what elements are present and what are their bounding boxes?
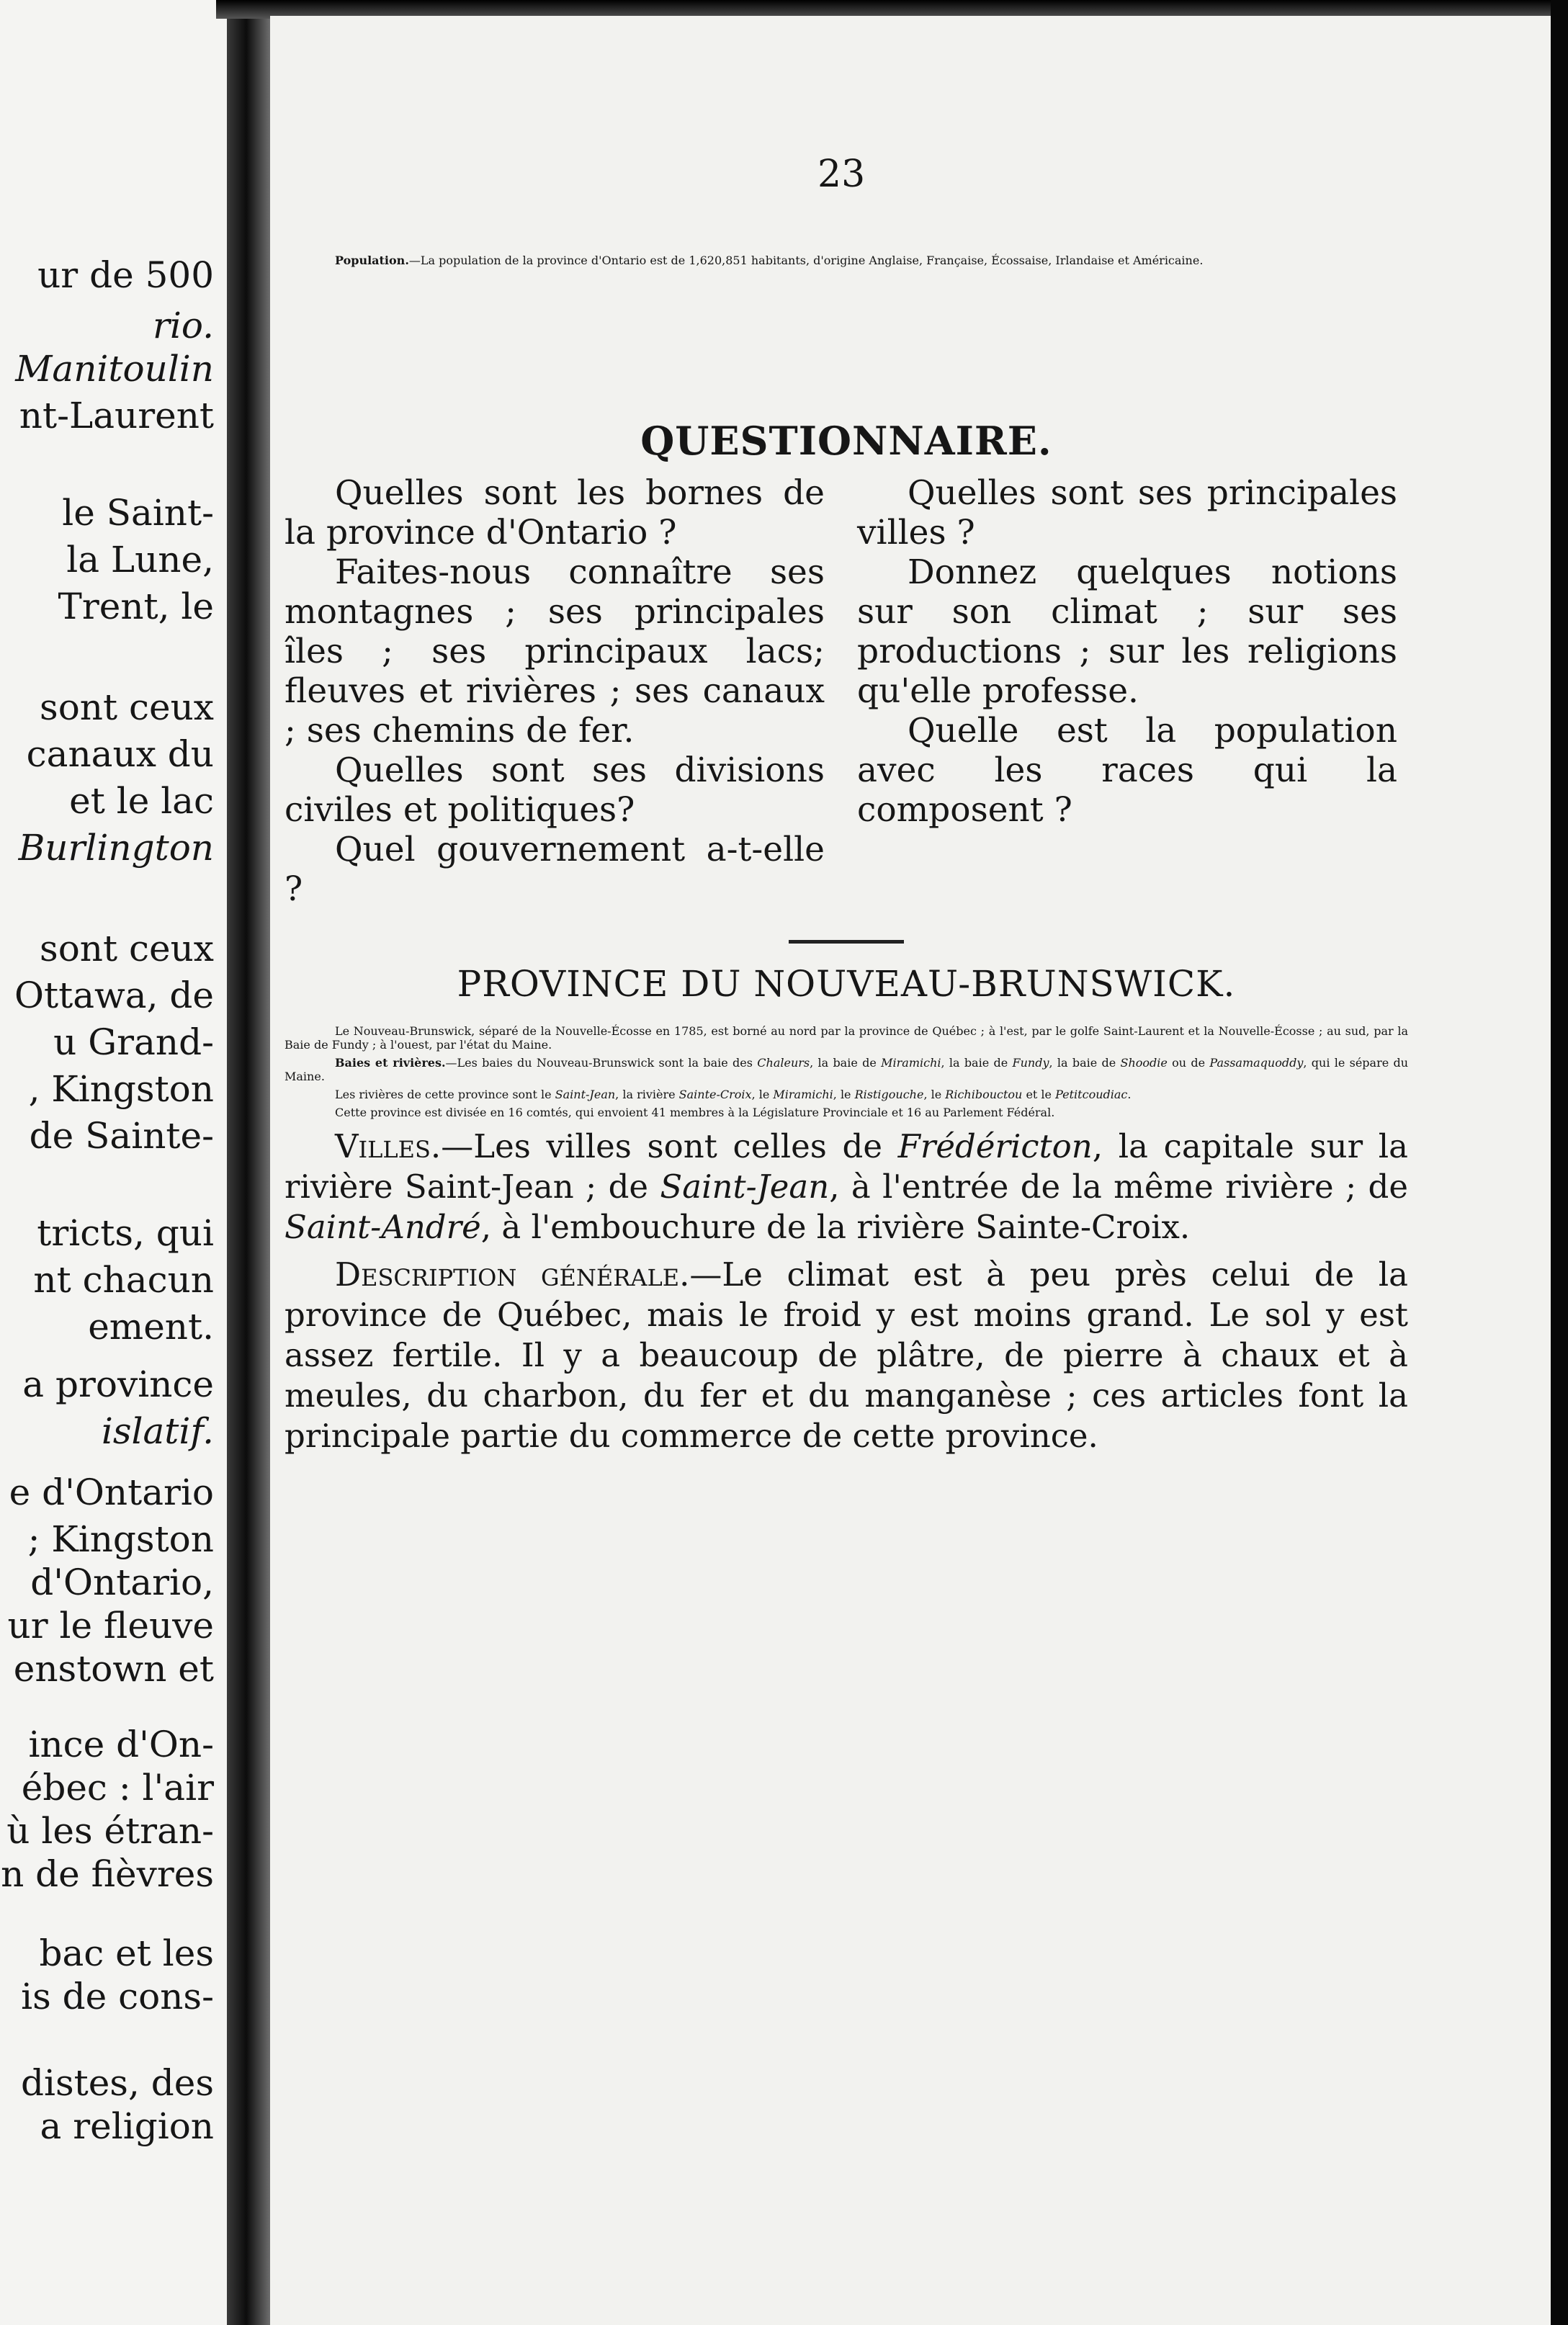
left-page-line: , Kingston	[28, 1068, 214, 1110]
population-paragraph	[285, 254, 1408, 267]
left-page-line: nt-Laurent	[19, 395, 214, 436]
left-page-line: is de cons-	[21, 1976, 214, 2017]
left-page-line: ement.	[88, 1306, 214, 1348]
left-page-line: Ottawa, de	[14, 975, 214, 1016]
left-page-line: le Saint-	[62, 492, 214, 534]
population-text: —La population de la province d'Ontario est de 1,620,851 habitants, d'origine Anglaise, Française, Écossaise, Irlandaise et Américaine.	[408, 254, 1204, 267]
left-page-line: Trent, le	[58, 586, 214, 627]
questionnaire-right-column	[857, 473, 1397, 830]
left-page-line: d'Ontario,	[30, 1562, 214, 1603]
question: Donnez quelques notions sur son climat ; sur ses productions ; sur les religions qu'elle professe.	[857, 552, 1397, 711]
left-page-line: nt chacun	[33, 1259, 214, 1301]
questionnaire-heading: QUESTIONNAIRE.	[640, 418, 1052, 464]
book-gutter	[227, 0, 270, 2325]
left-page-line: e d'Ontario	[9, 1471, 214, 1513]
left-page-line: et le lac	[69, 780, 214, 822]
left-page-line: islatif.	[101, 1410, 214, 1452]
page-number: 23	[817, 153, 866, 196]
left-page-line: sont ceux	[40, 928, 214, 969]
description-paragraph: Description générale.—Le climat est à peu près celui de la province de Québec, mais le froid y est moins grand. Le sol y est assez fertile. Il y a beaucoup de plâtre, de pierre à chaux et à meules, du charbon, du fer et du manganèse ; ces articles font la principale partie du commerce de cette province.	[285, 1255, 1408, 1455]
page-edge-shadow	[1551, 0, 1568, 2325]
left-page-line: bac et les	[39, 1932, 214, 1974]
left-page-line: Manitoulin	[15, 348, 214, 390]
right-page	[270, 16, 1552, 2325]
left-page-line: ; Kingston	[27, 1518, 214, 1560]
left-page-line: canaux du	[26, 733, 214, 775]
left-page-line: ébec : l'air	[21, 1767, 214, 1809]
nb-heading: PROVINCE DU NOUVEAU-BRUNSWICK.	[457, 963, 1236, 1005]
left-page-line: Burlington	[18, 827, 214, 869]
question: Quelles sont ses principales villes ?	[857, 473, 1397, 552]
counties-paragraph: Cette province est divisée en 16 comtés, qui envoient 41 membres à la Législature Provinciale et 16 au Parlement Fédéral.	[335, 1106, 1055, 1119]
left-page-line: enstown et	[13, 1648, 214, 1690]
left-page-line: ù les étran-	[6, 1810, 214, 1852]
questionnaire-left-column	[285, 473, 825, 909]
villes-paragraph: Villes.—Les villes sont celles de Frédéricton, la capitale sur la rivière Saint-Jean ; de Saint-Jean, à l'entrée de la même rivière ; de Saint-André, à l'embouchure de la rivière Sainte-Croix.	[285, 1127, 1408, 1246]
left-page-line: n de fièvres	[1, 1853, 214, 1895]
left-page-line: tricts, qui	[37, 1212, 214, 1254]
left-page-line: a religion	[40, 2105, 214, 2147]
left-page-line: distes, des	[20, 2062, 214, 2104]
left-page-line: ur de 500	[37, 254, 214, 296]
question: Quel gouvernement a-t-elle ?	[285, 830, 825, 909]
question: Quelles sont les bornes de la province d'Ontario ?	[285, 473, 825, 552]
left-page-line: ur le fleuve	[7, 1605, 214, 1647]
section-divider	[789, 940, 904, 944]
left-page-line: la Lune,	[66, 539, 214, 581]
left-page-line: de Sainte-	[29, 1115, 214, 1157]
nb-intro: Le Nouveau-Brunswick, séparé de la Nouvelle-Écosse en 1785, est borné au nord par la province de Québec ; à l'est, par le golfe Saint-Laurent et la Nouvelle-Écosse ; au sud, par la Baie de Fundy ; à l'ouest, par l'état du Maine.	[285, 1024, 1408, 1052]
left-page-line: a province	[22, 1363, 214, 1405]
left-page-line: sont ceux	[40, 686, 214, 728]
nb-body	[285, 1024, 1408, 1456]
rivers-paragraph: Les rivières de cette province sont le Saint-Jean, la rivière Sainte-Croix, le Miramichi, le Ristigouche, le Richibouctou et le Petitcoudiac.	[335, 1088, 1132, 1101]
bays-paragraph: Baies et rivières.—Les baies du Nouveau-Brunswick sont la baie des Chaleurs, la baie de Miramichi, la baie de Fundy, la baie de Shoodie ou de Passamaquoddy, qui le sépare du Maine.	[285, 1056, 1409, 1083]
left-page-line: ince d'On-	[28, 1724, 214, 1765]
left-page-fragment	[0, 0, 227, 2325]
population-label: Population.	[335, 254, 409, 267]
left-page-line: rio.	[152, 305, 214, 346]
question: Quelle est la population avec les races qui la composent ?	[857, 711, 1397, 830]
question: Quelles sont ses divisions civiles et politiques?	[285, 751, 825, 830]
left-page-line: u Grand-	[53, 1021, 214, 1063]
question: Faites-nous connaître ses montagnes ; ses principales îles ; ses principaux lacs; fleuves et rivières ; ses canaux ; ses chemins de fer.	[285, 552, 825, 751]
